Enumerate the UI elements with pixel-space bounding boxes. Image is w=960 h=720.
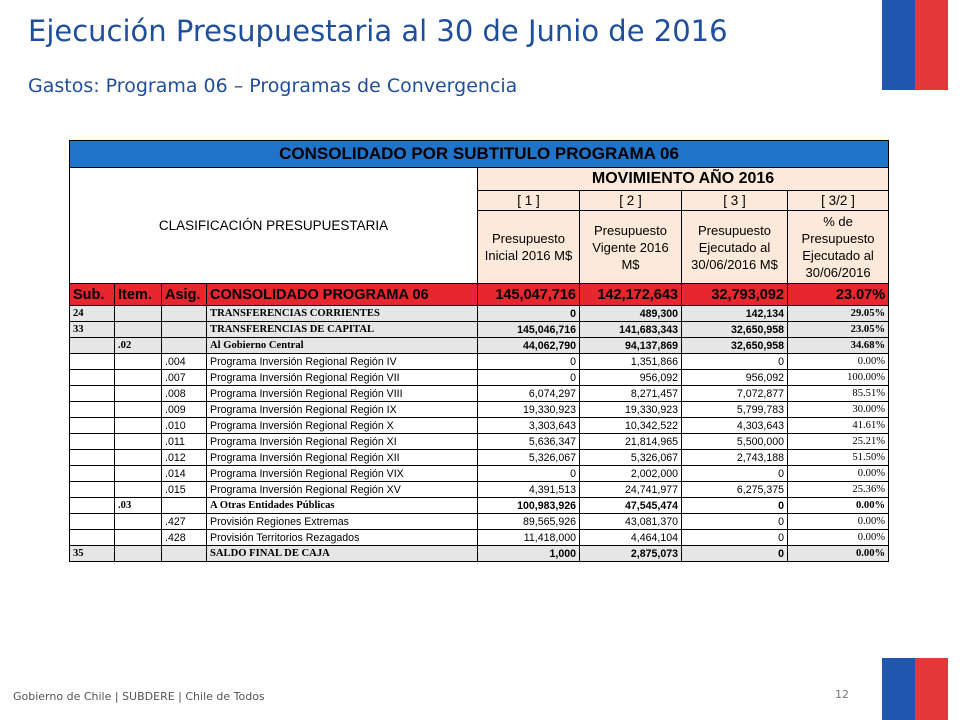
ejecutado-cell: 0 bbox=[682, 514, 788, 530]
pct-cell: 0.00% bbox=[788, 530, 889, 546]
pct-cell: 0.00% bbox=[788, 466, 889, 482]
sub-cell bbox=[70, 466, 115, 482]
vigente-cell: 21,814,965 bbox=[580, 434, 682, 450]
item-cell bbox=[115, 354, 162, 370]
col-header-vigente: Presupuesto Vigente 2016 M$ bbox=[580, 211, 682, 284]
asig-cell bbox=[162, 322, 207, 338]
ejecutado-cell: 7,072,877 bbox=[682, 386, 788, 402]
name-cell: Programa Inversión Regional Región X bbox=[207, 418, 478, 434]
inicial-cell: 89,565,926 bbox=[478, 514, 580, 530]
sub-cell: 33 bbox=[70, 322, 115, 338]
name-cell: TRANSFERENCIAS CORRIENTES bbox=[207, 306, 478, 322]
item-cell: .03 bbox=[115, 498, 162, 514]
vigente-cell: 2,002,000 bbox=[580, 466, 682, 482]
asig-header: Asig. bbox=[162, 284, 207, 306]
total-ejecutado: 32,793,092 bbox=[682, 284, 788, 306]
budget-table bbox=[69, 140, 889, 562]
inicial-cell: 1,000 bbox=[478, 546, 580, 562]
vigente-cell: 141,683,343 bbox=[580, 322, 682, 338]
item-header: Item. bbox=[115, 284, 162, 306]
ejecutado-cell: 956,092 bbox=[682, 370, 788, 386]
inicial-cell: 145,046,716 bbox=[478, 322, 580, 338]
name-cell: Programa Inversión Regional Región VIII bbox=[207, 386, 478, 402]
vigente-cell: 489,300 bbox=[580, 306, 682, 322]
name-cell: Programa Inversión Regional Región XII bbox=[207, 450, 478, 466]
pct-cell: 51.50% bbox=[788, 450, 889, 466]
sub-cell: 24 bbox=[70, 306, 115, 322]
flag-decoration-top bbox=[882, 0, 948, 90]
asig-cell: .015 bbox=[162, 482, 207, 498]
sub-cell bbox=[70, 386, 115, 402]
table-row bbox=[70, 498, 889, 514]
name-cell: Programa Inversión Regional Región XI bbox=[207, 434, 478, 450]
slide-title: Ejecución Presupuestaria al 30 de Junio de 2016 bbox=[28, 14, 728, 48]
table-row bbox=[70, 338, 889, 354]
vigente-cell: 956,092 bbox=[580, 370, 682, 386]
sub-cell bbox=[70, 418, 115, 434]
item-cell bbox=[115, 466, 162, 482]
table-row bbox=[70, 514, 889, 530]
pct-cell: 100.00% bbox=[788, 370, 889, 386]
inicial-cell: 4,391,513 bbox=[478, 482, 580, 498]
col-header-inicial: Presupuesto Inicial 2016 M$ bbox=[478, 211, 580, 284]
asig-cell: .428 bbox=[162, 530, 207, 546]
ejecutado-cell: 2,743,188 bbox=[682, 450, 788, 466]
col-number: [ 2 ] bbox=[580, 191, 682, 211]
table-row bbox=[70, 466, 889, 482]
asig-cell bbox=[162, 546, 207, 562]
item-cell bbox=[115, 370, 162, 386]
asig-cell: .012 bbox=[162, 450, 207, 466]
sub-cell bbox=[70, 434, 115, 450]
vigente-cell: 4,464,104 bbox=[580, 530, 682, 546]
name-cell: Al Gobierno Central bbox=[207, 338, 478, 354]
page-number: 12 bbox=[835, 688, 849, 701]
pct-cell: 0.00% bbox=[788, 546, 889, 562]
item-cell bbox=[115, 530, 162, 546]
table-row bbox=[70, 402, 889, 418]
col-header-pct: % de Presupuesto Ejecutado al 30/06/2016 bbox=[788, 211, 889, 284]
item-cell bbox=[115, 434, 162, 450]
asig-cell: .014 bbox=[162, 466, 207, 482]
sub-cell bbox=[70, 370, 115, 386]
table-row bbox=[70, 546, 889, 562]
pct-cell: 0.00% bbox=[788, 514, 889, 530]
ejecutado-cell: 0 bbox=[682, 546, 788, 562]
vigente-cell: 94,137,869 bbox=[580, 338, 682, 354]
inicial-cell: 5,326,067 bbox=[478, 450, 580, 466]
ejecutado-cell: 0 bbox=[682, 530, 788, 546]
pct-cell: 0.00% bbox=[788, 354, 889, 370]
asig-cell bbox=[162, 306, 207, 322]
pct-cell: 34.68% bbox=[788, 338, 889, 354]
inicial-cell: 44,062,790 bbox=[478, 338, 580, 354]
table-title: CONSOLIDADO POR SUBTITULO PROGRAMA 06 bbox=[70, 141, 889, 168]
col-number: [ 3/2 ] bbox=[788, 191, 889, 211]
sub-cell bbox=[70, 530, 115, 546]
table-row bbox=[70, 434, 889, 450]
sub-cell bbox=[70, 498, 115, 514]
name-cell: A Otras Entidades Públicas bbox=[207, 498, 478, 514]
item-cell bbox=[115, 450, 162, 466]
ejecutado-cell: 5,799,783 bbox=[682, 402, 788, 418]
sub-cell bbox=[70, 514, 115, 530]
ejecutado-cell: 142,134 bbox=[682, 306, 788, 322]
item-cell bbox=[115, 322, 162, 338]
ejecutado-cell: 32,650,958 bbox=[682, 322, 788, 338]
sub-header: Sub. bbox=[70, 284, 115, 306]
table-row bbox=[70, 450, 889, 466]
vigente-cell: 19,330,923 bbox=[580, 402, 682, 418]
vigente-cell: 5,326,067 bbox=[580, 450, 682, 466]
item-cell bbox=[115, 546, 162, 562]
inicial-cell: 100,983,926 bbox=[478, 498, 580, 514]
total-row bbox=[70, 284, 889, 306]
asig-cell: .010 bbox=[162, 418, 207, 434]
col-number: [ 1 ] bbox=[478, 191, 580, 211]
pct-cell: 30.00% bbox=[788, 402, 889, 418]
ejecutado-cell: 0 bbox=[682, 354, 788, 370]
table-row bbox=[70, 418, 889, 434]
inicial-cell: 0 bbox=[478, 370, 580, 386]
clasificacion-header: CLASIFICACIÓN PRESUPUESTARIA bbox=[70, 168, 478, 284]
asig-cell bbox=[162, 498, 207, 514]
ejecutado-cell: 32,650,958 bbox=[682, 338, 788, 354]
inicial-cell: 0 bbox=[478, 306, 580, 322]
asig-cell: .011 bbox=[162, 434, 207, 450]
table-row bbox=[70, 354, 889, 370]
table-row bbox=[70, 530, 889, 546]
name-cell: TRANSFERENCIAS DE CAPITAL bbox=[207, 322, 478, 338]
movimiento-header: MOVIMIENTO AÑO 2016 bbox=[478, 168, 889, 191]
ejecutado-cell: 0 bbox=[682, 466, 788, 482]
total-label: CONSOLIDADO PROGRAMA 06 bbox=[207, 284, 478, 306]
inicial-cell: 3,303,643 bbox=[478, 418, 580, 434]
asig-cell bbox=[162, 338, 207, 354]
vigente-cell: 10,342,522 bbox=[580, 418, 682, 434]
inicial-cell: 5,636,347 bbox=[478, 434, 580, 450]
asig-cell: .008 bbox=[162, 386, 207, 402]
table-row bbox=[70, 370, 889, 386]
asig-cell: .009 bbox=[162, 402, 207, 418]
item-cell bbox=[115, 418, 162, 434]
ejecutado-cell: 5,500,000 bbox=[682, 434, 788, 450]
pct-cell: 25.21% bbox=[788, 434, 889, 450]
pct-cell: 23.05% bbox=[788, 322, 889, 338]
flag-decoration-bottom bbox=[882, 658, 948, 720]
table-row bbox=[70, 322, 889, 338]
inicial-cell: 11,418,000 bbox=[478, 530, 580, 546]
table-row bbox=[70, 306, 889, 322]
col-number: [ 3 ] bbox=[682, 191, 788, 211]
asig-cell: .007 bbox=[162, 370, 207, 386]
footer-text: Gobierno de Chile | SUBDERE | Chile de Todos bbox=[13, 690, 265, 703]
vigente-cell: 47,545,474 bbox=[580, 498, 682, 514]
name-cell: Programa Inversión Regional Región VIX bbox=[207, 466, 478, 482]
pct-cell: 85.51% bbox=[788, 386, 889, 402]
name-cell: Programa Inversión Regional Región VII bbox=[207, 370, 478, 386]
vigente-cell: 2,875,073 bbox=[580, 546, 682, 562]
inicial-cell: 0 bbox=[478, 466, 580, 482]
item-cell bbox=[115, 402, 162, 418]
asig-cell: .427 bbox=[162, 514, 207, 530]
vigente-cell: 43,081,370 bbox=[580, 514, 682, 530]
sub-cell bbox=[70, 354, 115, 370]
sub-cell bbox=[70, 450, 115, 466]
slide-subtitle: Gastos: Programa 06 – Programas de Convergencia bbox=[28, 75, 518, 97]
sub-cell bbox=[70, 402, 115, 418]
sub-cell: 35 bbox=[70, 546, 115, 562]
inicial-cell: 0 bbox=[478, 354, 580, 370]
sub-cell bbox=[70, 338, 115, 354]
ejecutado-cell: 0 bbox=[682, 498, 788, 514]
name-cell: SALDO FINAL DE CAJA bbox=[207, 546, 478, 562]
item-cell bbox=[115, 386, 162, 402]
ejecutado-cell: 6,275,375 bbox=[682, 482, 788, 498]
inicial-cell: 19,330,923 bbox=[478, 402, 580, 418]
pct-cell: 29.05% bbox=[788, 306, 889, 322]
item-cell bbox=[115, 306, 162, 322]
vigente-cell: 8,271,457 bbox=[580, 386, 682, 402]
vigente-cell: 1,351,866 bbox=[580, 354, 682, 370]
table-row bbox=[70, 482, 889, 498]
asig-cell: .004 bbox=[162, 354, 207, 370]
total-vigente: 142,172,643 bbox=[580, 284, 682, 306]
pct-cell: 0.00% bbox=[788, 498, 889, 514]
vigente-cell: 24,741,977 bbox=[580, 482, 682, 498]
col-header-ejecutado: Presupuesto Ejecutado al 30/06/2016 M$ bbox=[682, 211, 788, 284]
name-cell: Provisión Territorios Rezagados bbox=[207, 530, 478, 546]
total-pct: 23.07% bbox=[788, 284, 889, 306]
name-cell: Programa Inversión Regional Región IV bbox=[207, 354, 478, 370]
sub-cell bbox=[70, 482, 115, 498]
pct-cell: 25.36% bbox=[788, 482, 889, 498]
item-cell bbox=[115, 482, 162, 498]
inicial-cell: 6,074,297 bbox=[478, 386, 580, 402]
pct-cell: 41.61% bbox=[788, 418, 889, 434]
table-row bbox=[70, 386, 889, 402]
name-cell: Provisión Regiones Extremas bbox=[207, 514, 478, 530]
total-inicial: 145,047,716 bbox=[478, 284, 580, 306]
name-cell: Programa Inversión Regional Región IX bbox=[207, 402, 478, 418]
name-cell: Programa Inversión Regional Región XV bbox=[207, 482, 478, 498]
ejecutado-cell: 4,303,643 bbox=[682, 418, 788, 434]
item-cell: .02 bbox=[115, 338, 162, 354]
item-cell bbox=[115, 514, 162, 530]
